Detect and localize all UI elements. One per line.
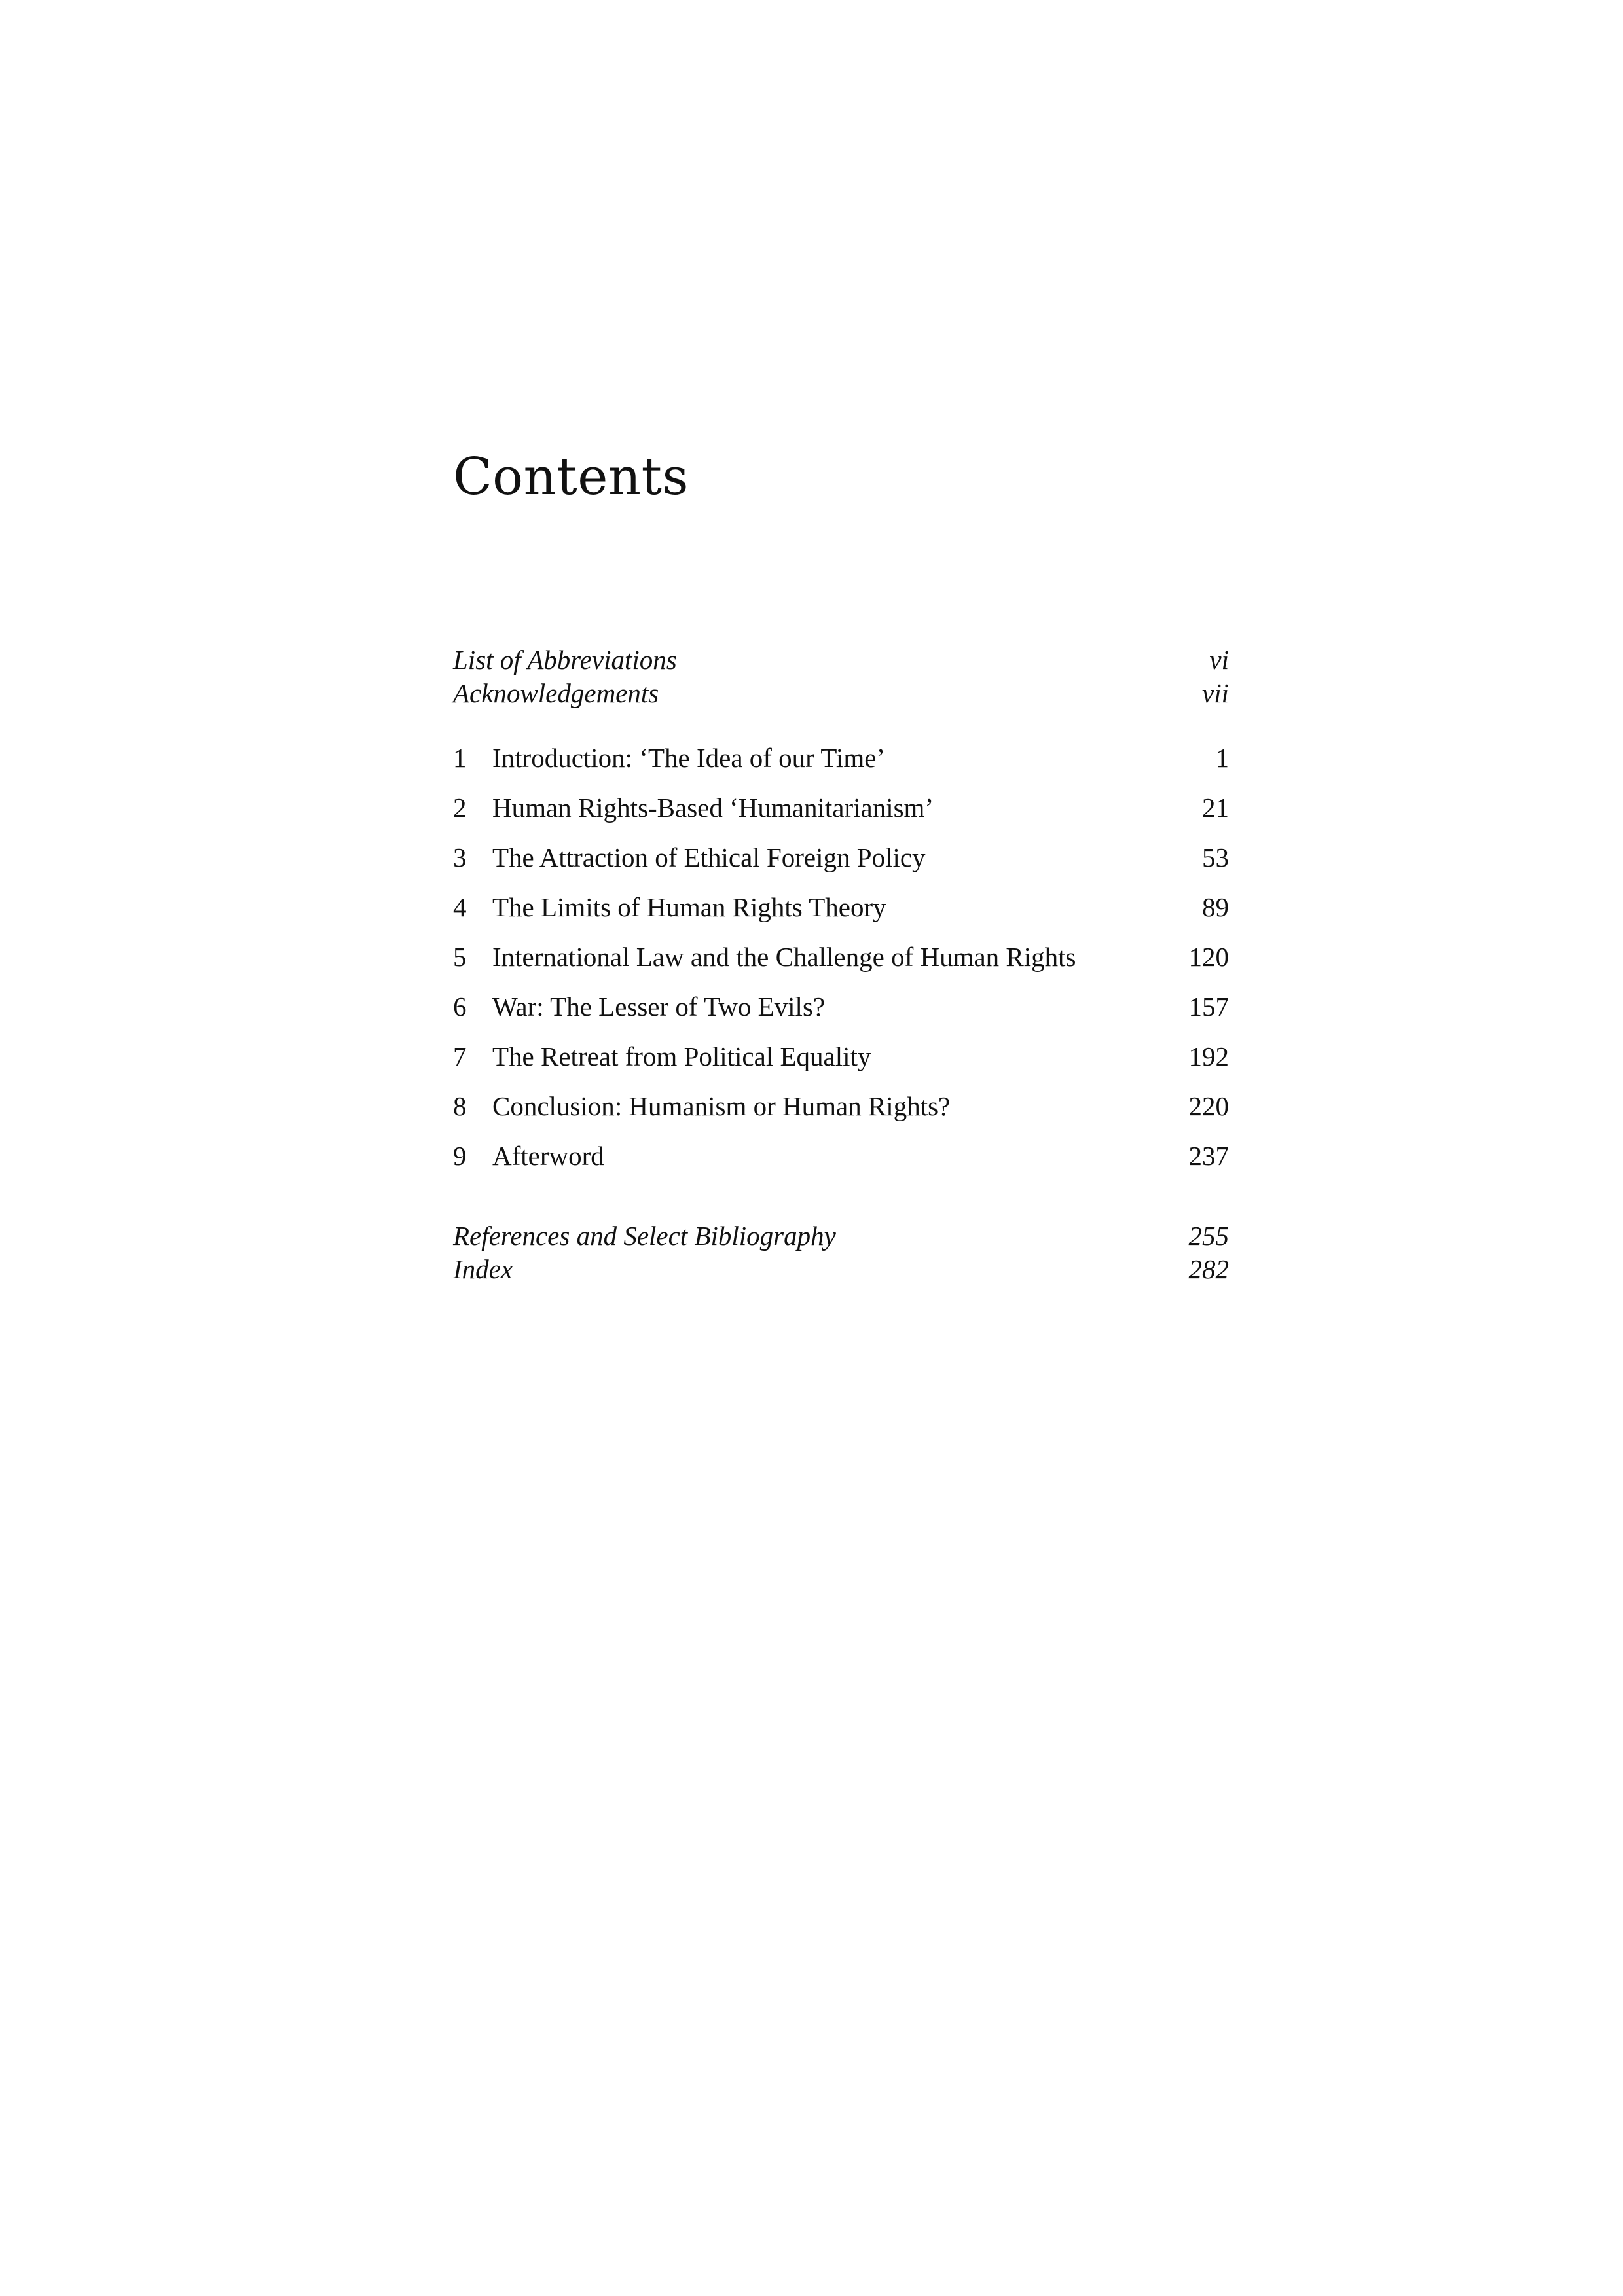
chapter-number: 6 (453, 992, 467, 1022)
chapter-number: 3 (453, 842, 467, 872)
chapter-title: War: The Lesser of Two Evils? (492, 992, 826, 1022)
toc-entry-title: Acknowledgements (453, 678, 659, 708)
chapter-number: 8 (453, 1091, 467, 1121)
chapter-title: Human Rights-Based ‘Humanitarianism’ (492, 793, 934, 823)
chapter-title: Conclusion: Humanism or Human Rights? (492, 1091, 951, 1121)
chapter-number: 4 (453, 892, 467, 922)
chapter-title: The Attraction of Ethical Foreign Policy (492, 842, 926, 872)
toc-entry-title: Index (453, 1254, 513, 1284)
front-matter-list (453, 643, 1229, 710)
toc-chapter-9[interactable] (453, 1139, 1229, 1189)
chapter-number: 5 (453, 942, 467, 972)
toc-entry-page: vii (1202, 678, 1229, 708)
toc-entry-references[interactable] (453, 1219, 1229, 1253)
toc-entry-page: 282 (1188, 1254, 1229, 1284)
chapter-page: 53 (1202, 842, 1229, 872)
chapter-page: 120 (1188, 942, 1229, 972)
chapter-page: 192 (1188, 1041, 1229, 1071)
chapter-title: Introduction: ‘The Idea of our Time’ (492, 743, 886, 773)
page-title: Contents (453, 448, 689, 507)
chapter-title: International Law and the Challenge of Human Rights (492, 942, 1076, 972)
toc-entry-page: vi (1209, 645, 1229, 675)
toc-chapter-2[interactable] (453, 791, 1229, 841)
toc-entry-page: 255 (1188, 1221, 1229, 1251)
back-matter-list (453, 1219, 1229, 1286)
toc-entry-list-of-abbreviations[interactable] (453, 643, 1229, 677)
chapter-page: 157 (1188, 992, 1229, 1022)
chapter-page: 220 (1188, 1091, 1229, 1121)
toc-chapter-3[interactable] (453, 841, 1229, 891)
chapter-number: 2 (453, 793, 467, 823)
toc-chapter-5[interactable] (453, 941, 1229, 990)
chapter-page: 1 (1215, 743, 1229, 773)
chapter-number: 7 (453, 1041, 467, 1071)
toc-entry-title: List of Abbreviations (453, 645, 677, 675)
toc-chapter-4[interactable] (453, 891, 1229, 941)
chapter-title: Afterword (492, 1141, 604, 1171)
chapter-number: 1 (453, 743, 467, 773)
chapter-page: 21 (1202, 793, 1229, 823)
chapter-list (453, 742, 1229, 1189)
chapter-number: 9 (453, 1141, 467, 1171)
toc-entry-acknowledgements[interactable] (453, 677, 1229, 710)
toc-chapter-6[interactable] (453, 990, 1229, 1040)
toc-chapter-8[interactable] (453, 1090, 1229, 1139)
table-of-contents (453, 448, 1229, 1286)
toc-chapter-1[interactable] (453, 742, 1229, 791)
chapter-title: The Limits of Human Rights Theory (492, 892, 886, 922)
toc-chapter-7[interactable] (453, 1040, 1229, 1090)
toc-entry-index[interactable] (453, 1253, 1229, 1286)
chapter-page: 89 (1202, 892, 1229, 922)
chapter-page: 237 (1188, 1141, 1229, 1171)
toc-entry-title: References and Select Bibliography (453, 1221, 836, 1251)
chapter-title: The Retreat from Political Equality (492, 1041, 871, 1071)
